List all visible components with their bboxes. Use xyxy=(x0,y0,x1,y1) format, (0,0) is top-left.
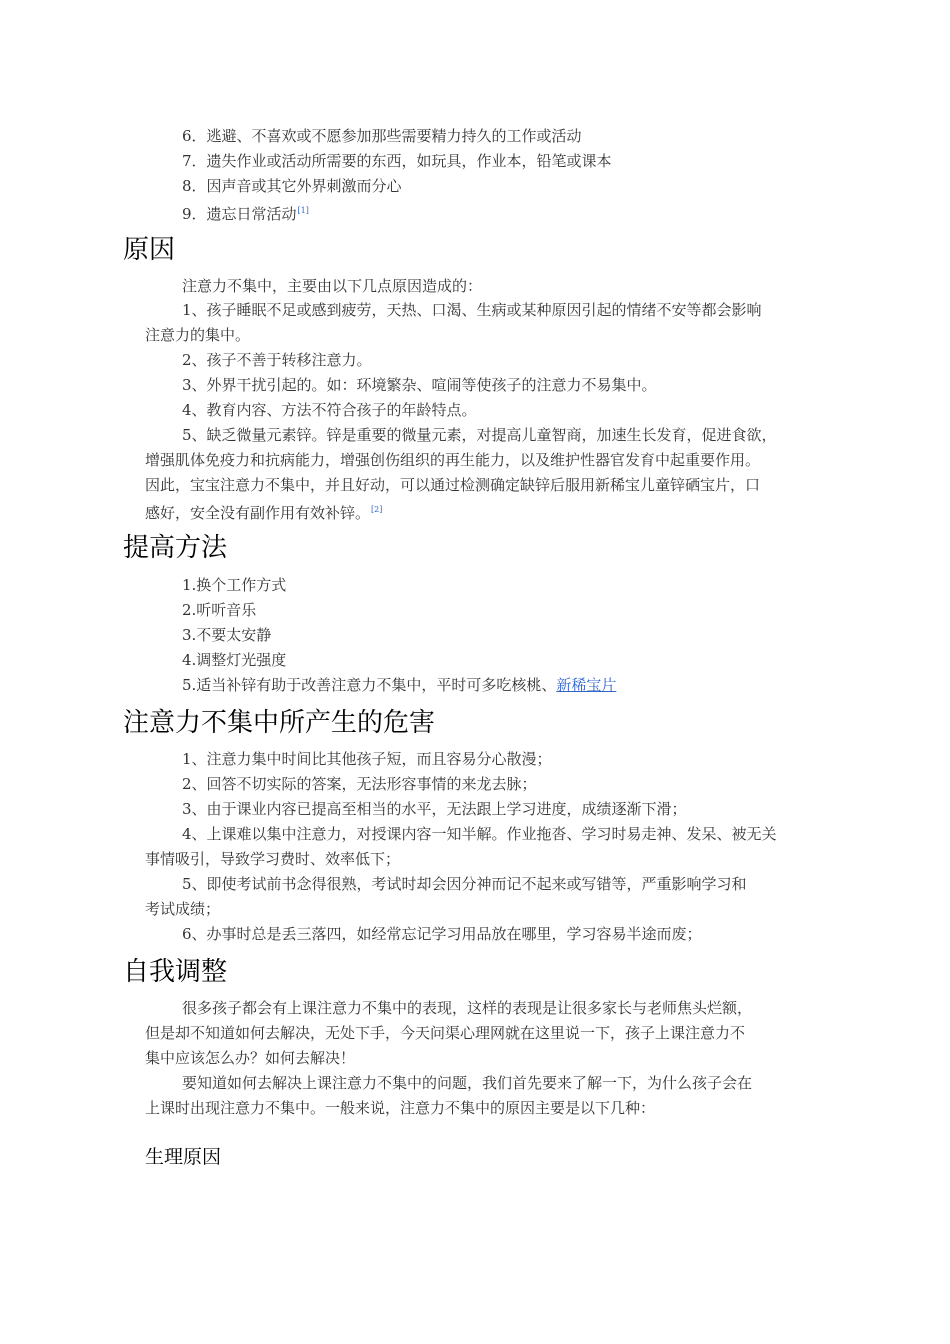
paragraph-continuation: 事情吸引，导致学习费时、效率低下； xyxy=(145,850,401,868)
paragraph: 6、办事时总是丢三落四，如经常忘记学习用品放在哪里，学习容易半途而废； xyxy=(182,925,702,943)
paragraph: 要知道如何去解决上课注意力不集中的问题，我们首先要来了解一下，为什么孩子会在 xyxy=(182,1074,753,1092)
list-item: 2.听听音乐 xyxy=(182,601,257,619)
paragraph: 很多孩子都会有上课注意力不集中的表现，这样的表现是让很多家长与老师焦头烂额， xyxy=(182,999,753,1017)
list-item: 4.调整灯光强度 xyxy=(182,651,287,669)
paragraph: 1、注意力集中时间比其他孩子短，而且容易分心散漫； xyxy=(182,750,552,768)
section-heading-harm: 注意力不集中所产生的危害 xyxy=(123,708,436,738)
paragraph-continuation: 因此，宝宝注意力不集中，并且好动，可以通过检测确定缺锌后服用新稀宝儿童锌硒宝片，口 xyxy=(145,476,761,494)
reference-link[interactable]: [1] xyxy=(297,206,309,215)
list-item-text: 9．遗忘日常活动 xyxy=(182,205,297,223)
list-item-text: 5.适当补锌有助于改善注意力不集中，平时可多吃核桃、 xyxy=(182,676,557,694)
paragraph-continuation: 注意力的集中。 xyxy=(145,326,251,344)
paragraph: 2、回答不切实际的答案，无法形容事情的来龙去脉； xyxy=(182,775,537,793)
paragraph-continuation: 集中应该怎么办？如何去解决！ xyxy=(145,1049,356,1067)
list-item: 8．因声音或其它外界刺激而分心 xyxy=(182,177,402,195)
list-item xyxy=(182,201,309,224)
paragraph: 1、孩子睡眠不足或感到疲劳，天热、口渴、生病或某种原因引起的情绪不安等都会影响 xyxy=(182,301,762,319)
list-item: 1.换个工作方式 xyxy=(182,576,287,594)
list-item xyxy=(182,675,616,695)
paragraph-continuation: 上课时出现注意力不集中。一般来说，注意力不集中的原因主要是以下几种： xyxy=(145,1099,656,1117)
list-item: 3.不要太安静 xyxy=(182,626,272,644)
product-link[interactable]: 新稀宝片 xyxy=(556,676,617,694)
paragraph: 注意力不集中，主要由以下几点原因造成的： xyxy=(182,277,483,295)
paragraph: 4、上课难以集中注意力，对授课内容一知半解。作业拖沓、学习时易走神、发呆、被无关 xyxy=(182,825,777,843)
paragraph-continuation xyxy=(145,500,382,523)
section-heading-methods: 提高方法 xyxy=(123,533,228,563)
paragraph-text: 感好，安全没有副作用有效补锌。 xyxy=(145,504,371,522)
paragraph: 4、教育内容、方法不符合孩子的年龄特点。 xyxy=(182,401,477,419)
paragraph: 2、孩子不善于转移注意力。 xyxy=(182,351,372,369)
paragraph: 5、即使考试前书念得很熟，考试时却会因分神而记不起来或写错等，严重影响学习和 xyxy=(182,875,747,893)
reference-link[interactable]: [2] xyxy=(371,505,383,514)
subsection-heading: 生理原因 xyxy=(145,1146,222,1168)
list-item: 7．遗失作业或活动所需要的东西，如玩具，作业本，铅笔或课本 xyxy=(182,152,612,170)
list-item: 6．逃避、不喜欢或不愿参加那些需要精力持久的工作或活动 xyxy=(182,127,582,145)
paragraph: 3、由于课业内容已提高至相当的水平，无法跟上学习进度，成绩逐渐下滑； xyxy=(182,800,687,818)
section-heading-cause: 原因 xyxy=(123,235,176,265)
paragraph-continuation: 但是却不知道如何去解决，无处下手，今天问渠心理网就在这里说一下，孩子上课注意力不 xyxy=(145,1024,746,1042)
paragraph: 5、缺乏微量元素锌。锌是重要的微量元素，对提高儿童智商，加速生长发育，促进食欲， xyxy=(182,426,777,444)
paragraph: 3、外界干扰引起的。如：环境繁杂、喧闹等使孩子的注意力不易集中。 xyxy=(182,376,657,394)
paragraph-continuation: 增强肌体免疫力和抗病能力，增强创伤组织的再生能力，以及维护性器官发育中起重要作用。 xyxy=(145,451,761,469)
section-heading-self-adjust: 自我调整 xyxy=(123,957,228,987)
paragraph-continuation: 考试成绩； xyxy=(145,900,221,918)
